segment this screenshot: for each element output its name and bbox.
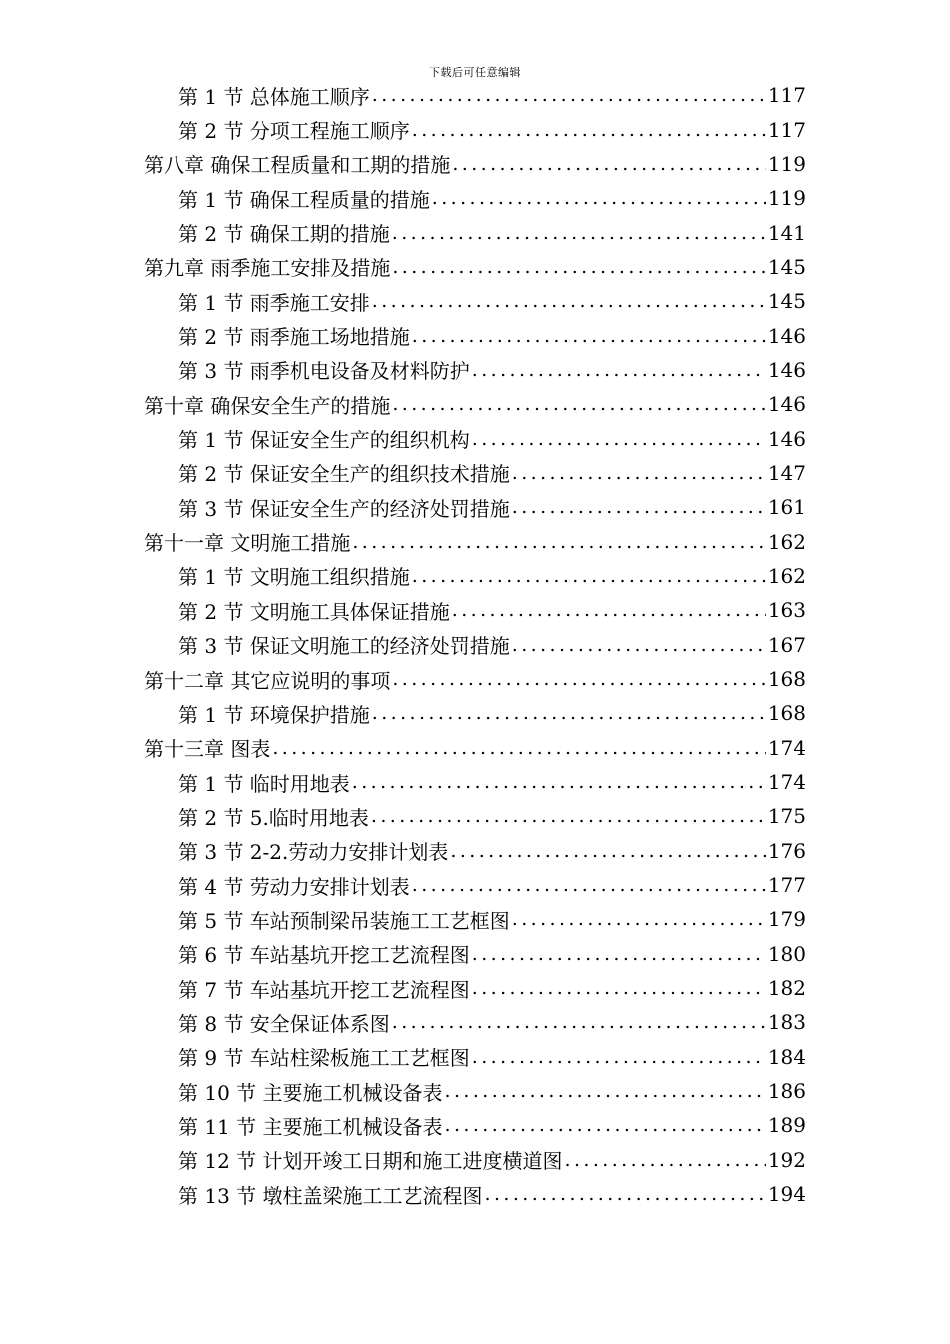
toc-section-entry[interactable] [0,799,950,833]
toc-dot-leader [352,771,766,793]
toc-section-entry[interactable] [0,834,950,868]
toc-chapter-entry[interactable] [0,147,950,181]
toc-page-number: 146 [767,357,806,382]
toc-dot-leader [452,153,765,175]
toc-section-entry[interactable] [0,490,950,524]
toc-chapter-entry[interactable] [0,662,950,696]
toc-section-entry[interactable] [0,181,950,215]
toc-page-number: 174 [767,770,806,795]
toc-section-entry[interactable] [0,1040,950,1074]
toc-page-number: 192 [767,1147,806,1172]
toc-entry-title: 第 1 节 保证安全生产的组织机构 [178,428,470,453]
toc-page-number: 141 [767,220,806,245]
toc-page-number: 146 [767,392,806,417]
toc-dot-leader [472,943,766,965]
toc-section-entry[interactable] [0,284,950,318]
toc-page-number: 182 [767,976,806,1001]
toc-dot-leader [472,428,766,450]
toc-section-entry[interactable] [0,318,950,352]
toc-dot-leader [450,840,765,862]
toc-page-number: 186 [767,1079,806,1104]
toc-section-entry[interactable] [0,1108,950,1142]
toc-section-entry[interactable] [0,696,950,730]
toc-entry-title: 第 8 节 安全保证体系图 [178,1011,390,1036]
toc-page-number: 180 [767,941,806,966]
toc-section-entry[interactable] [0,937,950,971]
toc-dot-leader [565,1149,766,1171]
toc-section-entry[interactable] [0,559,950,593]
toc-chapter-entry[interactable] [0,250,950,284]
toc-entry-title: 第 2 节 雨季施工场地措施 [178,325,410,350]
toc-entry-title: 第 1 节 总体施工顺序 [178,84,370,109]
toc-section-entry[interactable] [0,1005,950,1039]
toc-entry-title: 第十一章 文明施工措施 [144,531,351,556]
toc-dot-leader [392,222,766,244]
toc-page-number: 167 [767,632,806,657]
toc-entry-title: 第 1 节 雨季施工安排 [178,290,370,315]
toc-dot-leader [512,496,766,518]
toc-entry-title: 第 2 节 确保工期的措施 [178,222,390,247]
toc-section-entry[interactable] [0,421,950,455]
toc-section-entry[interactable] [0,215,950,249]
toc-page-number: 119 [767,151,806,176]
toc-section-entry[interactable] [0,1177,950,1211]
toc-section-entry[interactable] [0,78,950,112]
toc-dot-leader [452,599,766,621]
toc-entry-title: 第 1 节 文明施工组织措施 [178,565,410,590]
toc-entry-title: 第 2 节 保证安全生产的组织技术措施 [178,462,510,487]
toc-page-number: 174 [767,735,806,760]
toc-page-number: 162 [767,529,806,554]
toc-entry-title: 第八章 确保工程质量和工期的措施 [144,153,451,178]
toc-dot-leader [472,359,766,381]
toc-dot-leader [392,393,765,415]
toc-page-number: 147 [767,460,806,485]
toc-entry-title: 第 10 节 主要施工机械设备表 [178,1080,443,1105]
table-of-contents [0,78,950,1211]
toc-page-number: 183 [767,1010,806,1035]
toc-page-number: 175 [767,804,806,829]
toc-page-number: 179 [767,907,806,932]
toc-entry-title: 第 1 节 临时用地表 [178,771,350,796]
toc-page-number: 184 [767,1044,806,1069]
toc-dot-leader [392,1011,766,1033]
toc-entry-title: 第 4 节 劳动力安排计划表 [178,874,410,899]
toc-entry-title: 第 13 节 墩柱盖梁施工工艺流程图 [178,1183,483,1208]
toc-entry-title: 第 2 节 5.临时用地表 [178,805,369,830]
toc-section-entry[interactable] [0,1143,950,1177]
toc-section-entry[interactable] [0,971,950,1005]
toc-dot-leader [352,531,765,553]
toc-dot-leader [272,737,765,759]
toc-entry-title: 第 5 节 车站预制梁吊装施工工艺框图 [178,908,510,933]
toc-dot-leader [372,290,766,312]
toc-page-number: 162 [767,563,806,588]
toc-section-entry[interactable] [0,112,950,146]
toc-dot-leader [512,462,766,484]
toc-entry-title: 第 1 节 确保工程质量的措施 [178,187,430,212]
toc-section-entry[interactable] [0,1074,950,1108]
toc-entry-title: 第十三章 图表 [144,737,271,762]
toc-section-entry[interactable] [0,902,950,936]
toc-page-number: 117 [767,117,806,142]
toc-entry-title: 第十章 确保安全生产的措施 [144,393,391,418]
toc-page-number: 168 [767,667,806,692]
toc-chapter-entry[interactable] [0,524,950,558]
toc-dot-leader [392,668,765,690]
toc-entry-title: 第 3 节 保证文明施工的经济处罚措施 [178,634,510,659]
toc-dot-leader [445,1080,766,1102]
toc-dot-leader [412,119,766,141]
toc-dot-leader [432,187,766,209]
toc-dot-leader [371,805,766,827]
toc-page-number: 189 [767,1113,806,1138]
toc-entry-title: 第十二章 其它应说明的事项 [144,668,391,693]
toc-dot-leader [472,1046,766,1068]
toc-section-entry[interactable] [0,765,950,799]
toc-entry-title: 第 12 节 计划开竣工日期和施工进度横道图 [178,1149,563,1174]
toc-dot-leader [372,84,766,106]
toc-entry-title: 第 6 节 车站基坑开挖工艺流程图 [178,943,470,968]
toc-section-entry[interactable] [0,456,950,490]
toc-dot-leader [512,634,766,656]
toc-section-entry[interactable] [0,593,950,627]
toc-dot-leader [472,977,766,999]
toc-section-entry[interactable] [0,628,950,662]
toc-page-number: 145 [767,254,806,279]
toc-entry-title: 第 2 节 分项工程施工顺序 [178,119,410,144]
toc-page-number: 146 [767,323,806,348]
toc-section-entry[interactable] [0,353,950,387]
toc-dot-leader [412,565,766,587]
toc-entry-title: 第 3 节 2-2.劳动力安排计划表 [178,840,449,865]
toc-page-number: 146 [767,426,806,451]
toc-chapter-entry[interactable] [0,387,950,421]
toc-page-number: 161 [767,495,806,520]
toc-page-number: 145 [767,289,806,314]
toc-dot-leader [412,325,766,347]
toc-dot-leader [512,908,766,930]
toc-entry-title: 第 7 节 车站基坑开挖工艺流程图 [178,977,470,1002]
toc-page-number: 117 [767,83,806,108]
toc-dot-leader [485,1183,766,1205]
toc-page-number: 194 [767,1182,806,1207]
toc-entry-title: 第九章 雨季施工安排及措施 [144,256,391,281]
toc-entry-title: 第 1 节 环境保护措施 [178,702,370,727]
toc-entry-title: 第 9 节 车站柱梁板施工工艺框图 [178,1046,470,1071]
toc-page-number: 163 [767,598,806,623]
toc-page-number: 119 [767,186,806,211]
toc-dot-leader [445,1114,766,1136]
toc-page-number: 177 [767,873,806,898]
toc-dot-leader [392,256,765,278]
toc-page-number: 176 [767,838,806,863]
toc-entry-title: 第 3 节 雨季机电设备及材料防护 [178,359,470,384]
toc-section-entry[interactable] [0,868,950,902]
toc-dot-leader [412,874,766,896]
toc-chapter-entry[interactable] [0,731,950,765]
toc-entry-title: 第 11 节 主要施工机械设备表 [178,1114,443,1139]
toc-entry-title: 第 2 节 文明施工具体保证措施 [178,599,450,624]
page-header: 下载后可任意编辑 [429,66,521,79]
toc-dot-leader [372,702,766,724]
toc-entry-title: 第 3 节 保证安全生产的经济处罚措施 [178,496,510,521]
toc-page-number: 168 [767,701,806,726]
